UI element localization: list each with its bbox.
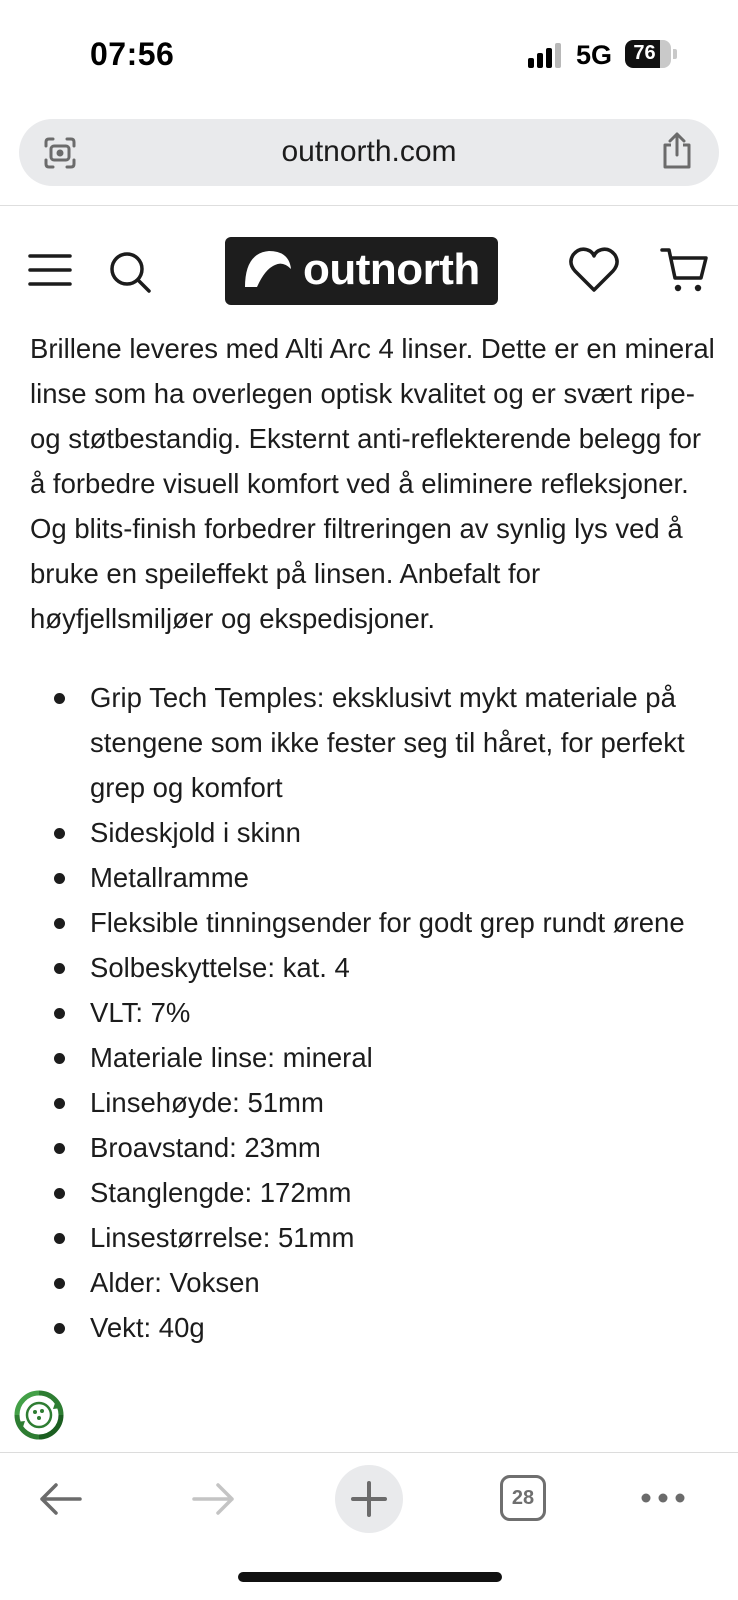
heart-icon[interactable] [568, 246, 620, 294]
product-description-section [30, 326, 720, 1350]
feature-list [30, 675, 720, 1350]
signal-icon [528, 42, 564, 68]
feature-item: Fleksible tinningsender for godt grep rundt ørene [30, 900, 720, 945]
feature-item: Sideskjold i skinn [30, 810, 720, 855]
product-description: Brillene leveres med Alti Arc 4 linser. Dette er en mineral linse som ha overlegen optisk kvalitet og er svært ripe- og støtbestandig. Eksternt anti-reflekterende belegg for å forbedre visuell komfort ved å eliminere refleksjoner. Og blits-finish forbedrer filtreringen av synlig lys ved å bruke en speileffekt på linsen. Anbefalt for høyfjellsmiljøer og ekspedisjoner. [30, 333, 715, 634]
plus-icon [335, 1465, 403, 1533]
status-bar [0, 0, 738, 108]
feature-item: Solbeskyttelse: kat. 4 [30, 945, 720, 990]
feature-item: Metallramme [30, 855, 720, 900]
network-type: 5G [576, 40, 613, 70]
arrow-left-icon[interactable] [36, 1477, 84, 1521]
feature-item: Stanglengde: 172mm [30, 1170, 720, 1215]
search-icon[interactable] [108, 250, 152, 294]
url-text[interactable]: outnorth.com [281, 135, 457, 168]
menu-icon[interactable] [28, 252, 72, 288]
status-time: 07:56 [90, 36, 175, 72]
arrow-right-icon[interactable] [190, 1477, 238, 1521]
address-bar[interactable] [19, 119, 719, 186]
feature-item: Linsestørrelse: 51mm [30, 1215, 720, 1260]
cart-icon[interactable] [660, 246, 708, 294]
battery-icon [625, 40, 671, 68]
battery-cap [673, 49, 677, 59]
feature-item: Grip Tech Temples: eksklusivt mykt materiale på stengene som ikke fester seg til håret, for perfekt grep og komfort [30, 675, 720, 810]
feature-item: Materiale linse: mineral [30, 1035, 720, 1080]
tab-count: 28 [511, 1487, 535, 1509]
more-icon[interactable] [640, 1491, 686, 1505]
site-logo[interactable] [225, 237, 498, 305]
new-tab-button[interactable] [335, 1465, 403, 1533]
battery-level: 76 [633, 42, 656, 64]
feature-item: Alder: Voksen [30, 1260, 720, 1305]
eco-badge-icon[interactable] [12, 1388, 66, 1442]
feature-item: Linsehøyde: 51mm [30, 1080, 720, 1125]
logo-text: outnorth [303, 245, 480, 294]
home-indicator[interactable] [238, 1572, 502, 1582]
share-icon[interactable] [659, 131, 695, 171]
feature-item: Broavstand: 23mm [30, 1125, 720, 1170]
feature-item: Vekt: 40g [30, 1305, 720, 1350]
feature-item: VLT: 7% [30, 990, 720, 1035]
mountain-logo-icon [243, 247, 293, 291]
site-header [0, 206, 738, 316]
tab-switcher-button[interactable] [500, 1475, 546, 1521]
